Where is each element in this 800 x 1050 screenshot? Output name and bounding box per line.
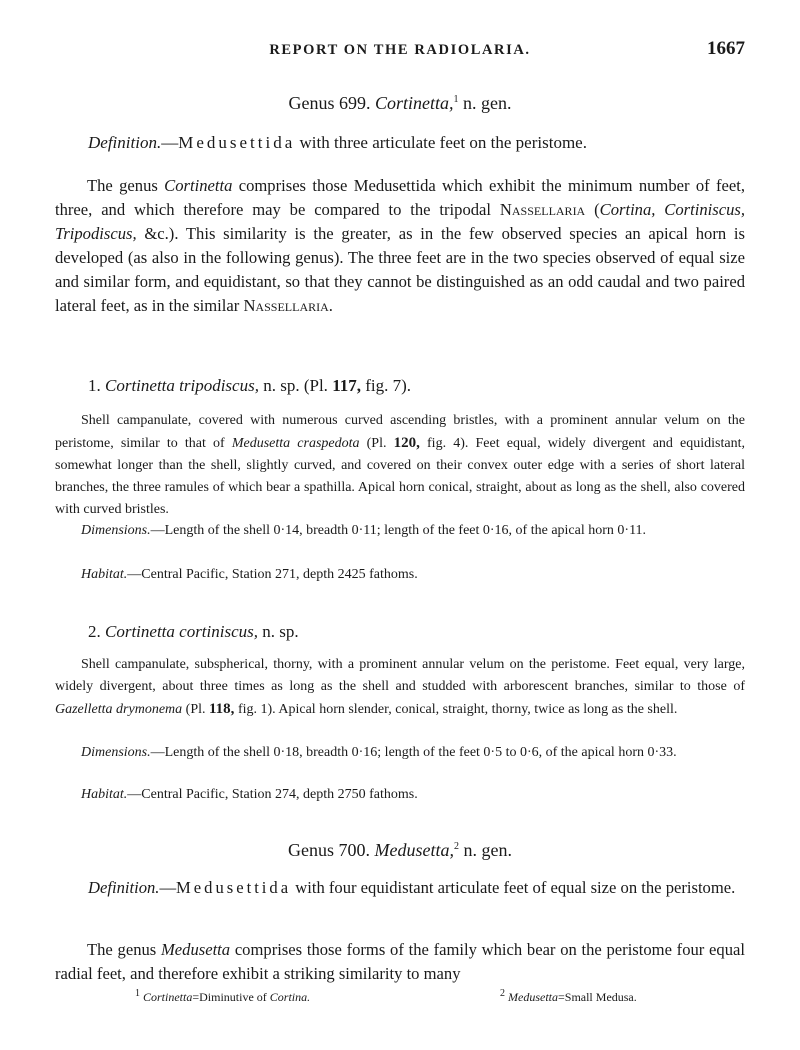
genus-699-heading (55, 93, 745, 114)
definition-label: Definition. (88, 878, 160, 897)
footnote-1 (135, 990, 435, 1005)
habitat-text: —Central Pacific, Station 274, depth 2750 fathoms. (127, 787, 418, 802)
definition-text: with four equidistant articulate feet of equal size on the peristome. (295, 878, 736, 897)
footnote-source: Cortina. (269, 990, 311, 1004)
species-ref: n. sp. (Pl. (263, 376, 328, 395)
para-text: comprises those forms of the family which bear on the peristome four equal radial feet, and therefore exhibit a striking similarity to many (55, 940, 745, 983)
definition-text: with three articulate feet on the peristome. (299, 133, 587, 152)
para-text: &c.). This similarity is the greater, as in the few observed species an apical horn is developed (as also in the following genus). The three feet are in the two species observed of equal size and similar form, and equidistant, so that they cannot be distinguished as an odd caudal and two paired lateral feet, as in the similar (55, 224, 745, 315)
species-number: 2. (88, 622, 101, 641)
genus-699-prefix: Genus 699. (288, 93, 371, 113)
desc-text: (Pl. (359, 436, 394, 451)
genus-700-paragraph (55, 938, 745, 986)
footnote-ref-1: 1 (453, 94, 459, 105)
species-number: 1. (88, 376, 101, 395)
footnote-number: 1 (135, 988, 140, 999)
footnote-ref-2: 2 (453, 841, 459, 852)
footnote-text: =Diminutive of (192, 990, 270, 1004)
footnote-text: =Small Medusa. (558, 990, 637, 1004)
para-genus: Cortinetta (164, 176, 233, 195)
species-2-description (55, 654, 745, 721)
dimensions-label: Dimensions. (81, 523, 151, 538)
desc-text: (Pl. (182, 702, 209, 717)
genus-700-heading (55, 840, 745, 861)
definition-label: Definition. (88, 133, 162, 152)
footnote-2 (500, 990, 740, 1005)
desc-text: Shell campanulate, covered with numerous curved ascending bristles, with a prominent annular velum on the peristome, similar to that of (55, 413, 745, 451)
species-1-habitat (55, 564, 745, 586)
habitat-label: Habitat. (81, 567, 128, 582)
running-title: REPORT ON THE RADIOLARIA. (269, 42, 531, 58)
habitat-text: —Central Pacific, Station 271, depth 2425 fathoms. (127, 567, 418, 582)
species-ref: n. sp. (262, 622, 299, 641)
footnote-number: 2 (500, 988, 505, 999)
plate-number: 120, (393, 435, 420, 451)
footnote-term: Cortinetta (143, 990, 193, 1004)
genus-699-definition (88, 133, 748, 153)
genus-700-prefix: Genus 700. (288, 840, 370, 860)
species-name: Cortinetta tripodiscus, (105, 376, 259, 395)
genus-699-suffix: n. gen. (463, 93, 512, 113)
para-group: Nassellaria (499, 200, 586, 219)
species-name: Cortinetta cortiniscus, (105, 622, 258, 641)
desc-text: Shell campanulate, subspherical, thorny, with a prominent annular velum on the peristome. Feet equal, very large, widely divergent, about three times as long as the shell and studded with arborescent branches, similar to those of (55, 657, 745, 694)
para-text: The genus (87, 940, 161, 959)
footnote-term: Medusetta (508, 990, 558, 1004)
species-1-heading (88, 376, 748, 396)
para-text: comprises those Medusettida which exhibit the minimum number of feet, three, and which therefore may be compared to the tripodal (55, 176, 745, 219)
definition-dash: — (159, 878, 177, 897)
dimensions-label: Dimensions. (81, 745, 151, 760)
plate-number: 118, (209, 701, 235, 717)
desc-text: fig. 1). Apical horn slender, conical, straight, thorny, twice as long as the shell. (234, 702, 678, 717)
para-text: ( (585, 200, 600, 219)
definition-family: Medusettida (178, 133, 296, 152)
species-2-habitat (55, 784, 745, 806)
dimensions-text: —Length of the shell 0·14, breadth 0·11; length of the feet 0·16, of the apical horn 0·11. (150, 523, 647, 538)
definition-dash: — (161, 133, 179, 152)
para-text: The genus (87, 176, 165, 195)
definition-family: Medusettida (176, 878, 292, 897)
genus-699-paragraph (55, 174, 745, 318)
species-1-description (55, 410, 745, 521)
desc-text: fig. 4). Feet equal, widely divergent and equidistant, somewhat longer than the shell, slightly curved, and covered on their convex outer edge with a series of short lateral branches, the three ramules of which bear a spathilla. Apical horn conical, straight, about as long as the shell, also covered with curved bristles. (55, 436, 745, 517)
species-2-heading (88, 622, 748, 642)
habitat-label: Habitat. (81, 787, 128, 802)
genus-700-name: Medusetta, (374, 840, 454, 860)
para-genus: Medusetta (160, 940, 231, 959)
para-genera: Cortina, Cortiniscus, Tripodiscus, (55, 200, 745, 243)
desc-species: Medusetta craspedota (231, 436, 360, 451)
running-header (55, 40, 745, 62)
species-2-dimensions (55, 742, 745, 764)
genus-699-name: Cortinetta, (374, 93, 454, 113)
genus-700-definition (55, 876, 745, 900)
species-1-dimensions (55, 520, 745, 542)
para-group: Nassellaria. (243, 296, 333, 315)
species-ref: fig. 7). (365, 376, 412, 395)
dimensions-text: —Length of the shell 0·18, breadth 0·16; length of the feet 0·5 to 0·6, of the apical horn 0·33. (150, 745, 677, 760)
genus-700-suffix: n. gen. (463, 840, 512, 860)
page-number: 1667 (707, 38, 745, 59)
plate-number: 117, (332, 376, 361, 395)
desc-species: Gazelletta drymonema (55, 702, 183, 717)
